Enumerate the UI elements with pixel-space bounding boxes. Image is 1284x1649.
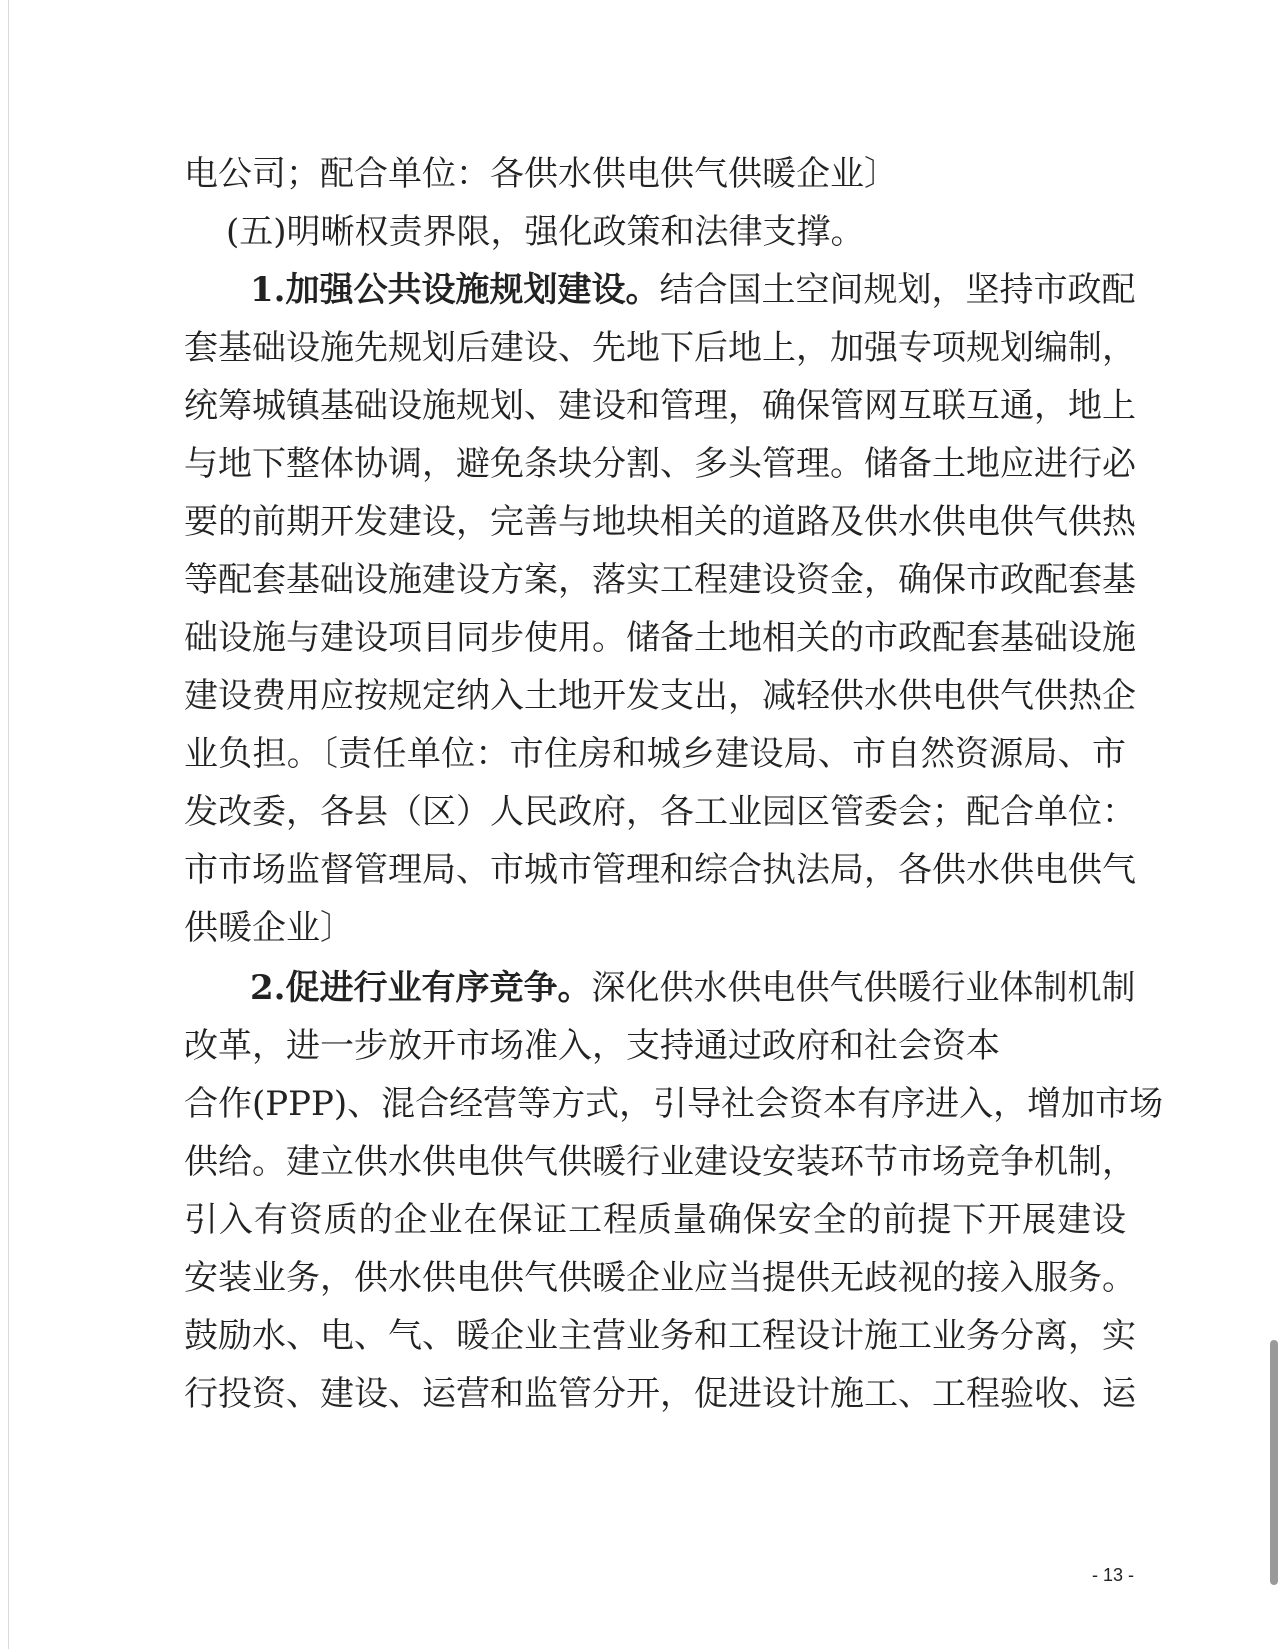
text-line: 合作(PPP)、混合经营等方式，引导社会资本有序进入，增加市场 xyxy=(184,1084,1164,1124)
text-line: 行投资、建设、运营和监管分开，促进设计施工、工程验收、运 xyxy=(184,1374,1136,1414)
item-2-text: 深化供水供电供气供暖行业体制机制 xyxy=(591,968,1136,1008)
scrollbar-thumb[interactable] xyxy=(1270,1340,1278,1585)
text-line: 与地下整体协调，避免条块分割、多头管理。储备土地应进行必 xyxy=(184,444,1136,484)
section-heading: (五)明晰权责界限，强化政策和法律支撑。 xyxy=(226,212,865,252)
page-number: - 13 - xyxy=(1092,1565,1135,1585)
text-line: 统筹城镇基础设施规划、建设和管理，确保管网互联互通，地上 xyxy=(184,386,1136,426)
text-line: 安装业务，供水供电供气供暖企业应当提供无歧视的接入服务。 xyxy=(184,1258,1136,1298)
text-line: 市市场监督管理局、市城市管理和综合执法局，各供水供电供气 xyxy=(184,850,1136,890)
text-line: 建设费用应按规定纳入土地开发支出，减轻供水供电供气供热企 xyxy=(184,676,1136,716)
text-line: 套基础设施先规划后建设、先地下后地上，加强专项规划编制， xyxy=(184,328,1136,368)
item-2-heading: 2.促进行业有序竞争。 xyxy=(250,968,592,1008)
text-line: 等配套基础设施建设方案，落实工程建设资金，确保市政配套基 xyxy=(184,560,1136,600)
text-line: 础设施与建设项目同步使用。储备土地相关的市政配套基础设施 xyxy=(184,618,1136,658)
page-edge xyxy=(8,0,9,1649)
item-1-line xyxy=(184,259,1136,321)
text-line: 供暖企业〕 xyxy=(184,908,354,948)
item-1-text: 结合国土空间规划，坚持市政配 xyxy=(659,270,1136,310)
text-line: 电公司；配合单位：各供水供电供气供暖企业〕 xyxy=(184,154,898,194)
text-line: 业负担。〔责任单位：市住房和城乡建设局、市自然资源局、市 xyxy=(184,734,1126,774)
text-line: 要的前期开发建设，完善与地块相关的道路及供水供电供气供热 xyxy=(184,502,1136,542)
item-1-heading: 1.加强公共设施规划建设。 xyxy=(250,270,660,310)
text-line: 改革，进一步放开市场准入，支持通过政府和社会资本 xyxy=(184,1026,1000,1066)
text-line: 引入有资质的企业在保证工程质量确保安全的前提下开展建设 xyxy=(184,1200,1126,1240)
text-line: 鼓励水、电、气、暖企业主营业务和工程设计施工业务分离，实 xyxy=(184,1316,1136,1356)
item-2-line xyxy=(184,957,1136,1019)
text-line: 发改委，各县（区）人民政府，各工业园区管委会；配合单位： xyxy=(184,792,1136,832)
text-line: 供给。建立供水供电供气供暖行业建设安装环节市场竞争机制， xyxy=(184,1142,1136,1182)
